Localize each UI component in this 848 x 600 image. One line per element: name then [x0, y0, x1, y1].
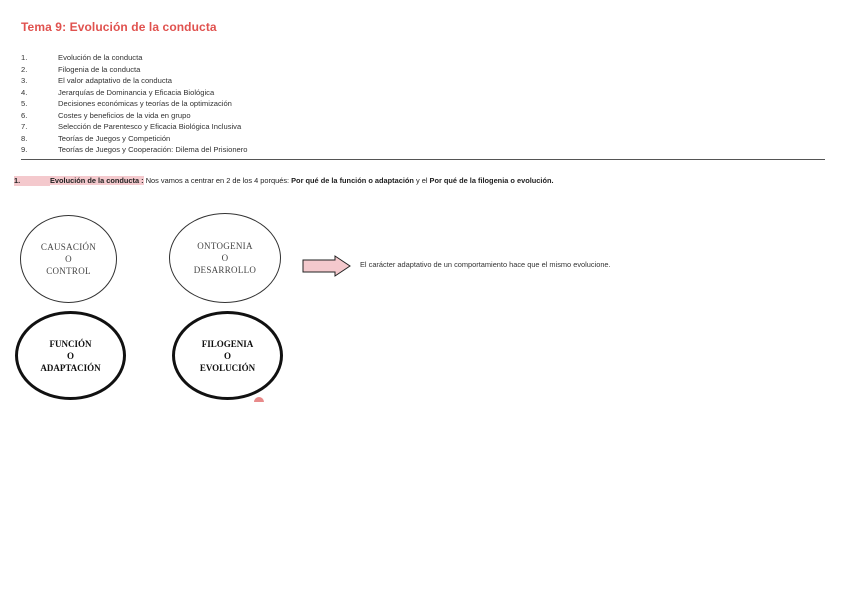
oval-line: O: [221, 253, 229, 263]
oval-line: O: [223, 350, 231, 361]
section-1-intro: [14, 176, 554, 186]
section-connector-text: y el: [413, 176, 430, 185]
toc-item-number: 7.: [21, 122, 28, 131]
toc-item-label: Jerarquías de Dominancia y Eficacia Biológica: [58, 87, 215, 97]
right-arrow-icon: [302, 255, 352, 277]
toc-item: [21, 52, 721, 64]
oval-line: O: [65, 254, 72, 264]
toc-item: [21, 144, 721, 156]
toc-item-label: Decisiones económicas y teorías de la optimización: [58, 99, 232, 108]
oval-ontogenia-desarrollo: [169, 213, 281, 303]
arrow-shape: [303, 256, 350, 276]
oval-causacion-control: [20, 215, 117, 303]
toc-item-label: Teorías de Juegos y Cooperación: Dilema del Prisionero: [58, 145, 248, 154]
toc-item: [21, 64, 721, 76]
section-title: Evolución de la conducta :: [50, 176, 144, 185]
toc-item-label: El valor adaptativo de la conducta: [58, 76, 172, 85]
toc-item: [21, 133, 721, 145]
toc-item-label: Selección de Parentesco y Eficacia Biológica Inclusiva: [58, 122, 242, 131]
section-number: 1.: [14, 176, 50, 186]
oval-line: CONTROL: [46, 266, 91, 276]
arrow-caption: El carácter adaptativo de un comportamiento hace que el mismo evolucione.: [360, 260, 611, 269]
toc-item: [21, 110, 721, 122]
toc-item-number: 3.: [21, 76, 28, 85]
toc-item-number: 9.: [21, 145, 28, 154]
toc-item-label: Costes y beneficios de la vida en grupo: [58, 110, 191, 120]
oval-line: EVOLUCIÓN: [199, 362, 256, 373]
oval-line: FUNCIÓN: [49, 338, 92, 349]
section-emphasis-function: Por qué de la función o adaptación: [291, 176, 414, 185]
toc-item-number: 1.: [21, 53, 28, 62]
toc-item-number: 2.: [21, 64, 28, 74]
section-intro-text: Nos vamos a centrar en 2 de los 4 porqués:: [143, 176, 292, 185]
toc-item: [21, 75, 721, 87]
toc-item-label: Evolución de la conducta: [58, 53, 143, 62]
toc-item-number: 8.: [21, 133, 28, 143]
oval-line: CAUSACIÓN: [40, 242, 97, 252]
section-emphasis-phylogeny: Por qué de la filogenia o evolución.: [429, 176, 554, 185]
toc-item-number: 6.: [21, 110, 28, 120]
oval-line: ADAPTACIÓN: [40, 362, 101, 373]
toc-item-label: Filogenia de la conducta: [58, 64, 141, 74]
table-of-contents: [21, 52, 721, 156]
toc-item-number: 4.: [21, 87, 28, 97]
oval-line: DESARROLLO: [193, 265, 257, 275]
oval-filogenia-evolucion: [172, 311, 283, 400]
page-title: Tema 9: Evolución de la conducta: [21, 20, 217, 34]
oval-funcion-adaptacion: [15, 311, 126, 400]
toc-item-number: 5.: [21, 99, 28, 108]
horizontal-divider: [21, 159, 825, 160]
toc-item: [21, 121, 721, 133]
toc-item: [21, 98, 721, 110]
red-mark-decoration: [254, 397, 264, 402]
oval-line: O: [66, 350, 74, 361]
oval-line: FILOGENIA: [201, 338, 254, 349]
toc-item-label: Teorías de Juegos y Competición: [58, 133, 171, 143]
oval-line: ONTOGENIA: [197, 241, 253, 251]
toc-item: [21, 87, 721, 99]
